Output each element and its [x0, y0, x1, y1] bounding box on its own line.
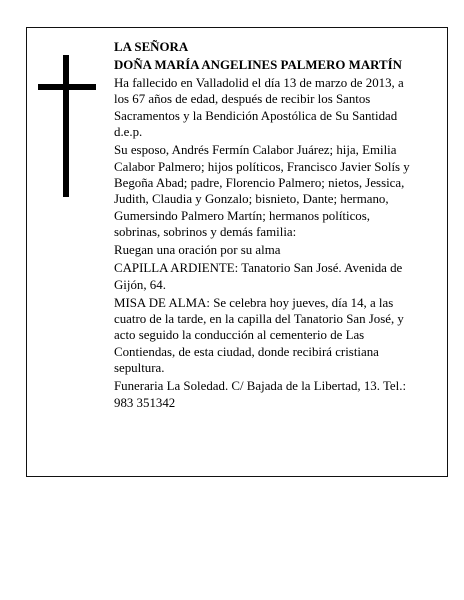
cross-icon-crossbar	[38, 84, 96, 90]
title-line-1: LA SEÑORA	[114, 40, 189, 54]
death-info: Ha fallecido en Valladolid el día 13 de marzo de 2013, a los 67 años de edad, después de recibir los Santos Sacramentos y la Bendición Apostólica de Su Santidad d.e.p.	[114, 76, 404, 140]
chapel-info: CAPILLA ARDIENTE: Tanatorio San José. Avenida de Gijón, 64.	[114, 261, 403, 292]
family-list: Su esposo, Andrés Fermín Calabor Juárez; hija, Emilia Calabor Palmero; hijos políticos, Francisco Javier Solís y Begoña Abad; padre, Florencio Palmero; nietos, Jessica, Judith, Claudia y Gonzalo; bisnieto, Dante; hermano, Gumersindo Palmero Martín; hermanos políticos, sobrinas, sobrinos y demás familia:	[114, 143, 410, 240]
deceased-name: DOÑA MARÍA ANGELINES PALMERO MARTÍN	[114, 58, 402, 72]
prayer-request: Ruegan una oración por su alma	[114, 243, 281, 258]
obituary-text	[114, 39, 418, 413]
mass-info: MISA DE ALMA: Se celebra hoy jueves, día 14, a las cuatro de la tarde, en la capilla del Tanatorio San José, y acto seguido la conducción al cementerio de Las Contiendas, de esta ciudad, donde recibirá cristiana sepultura.	[114, 295, 404, 376]
cross-icon	[63, 55, 69, 197]
funeral-home-info: Funeraria La Soledad. C/ Bajada de la Libertad, 13. Tel.: 983 351342	[114, 379, 407, 410]
